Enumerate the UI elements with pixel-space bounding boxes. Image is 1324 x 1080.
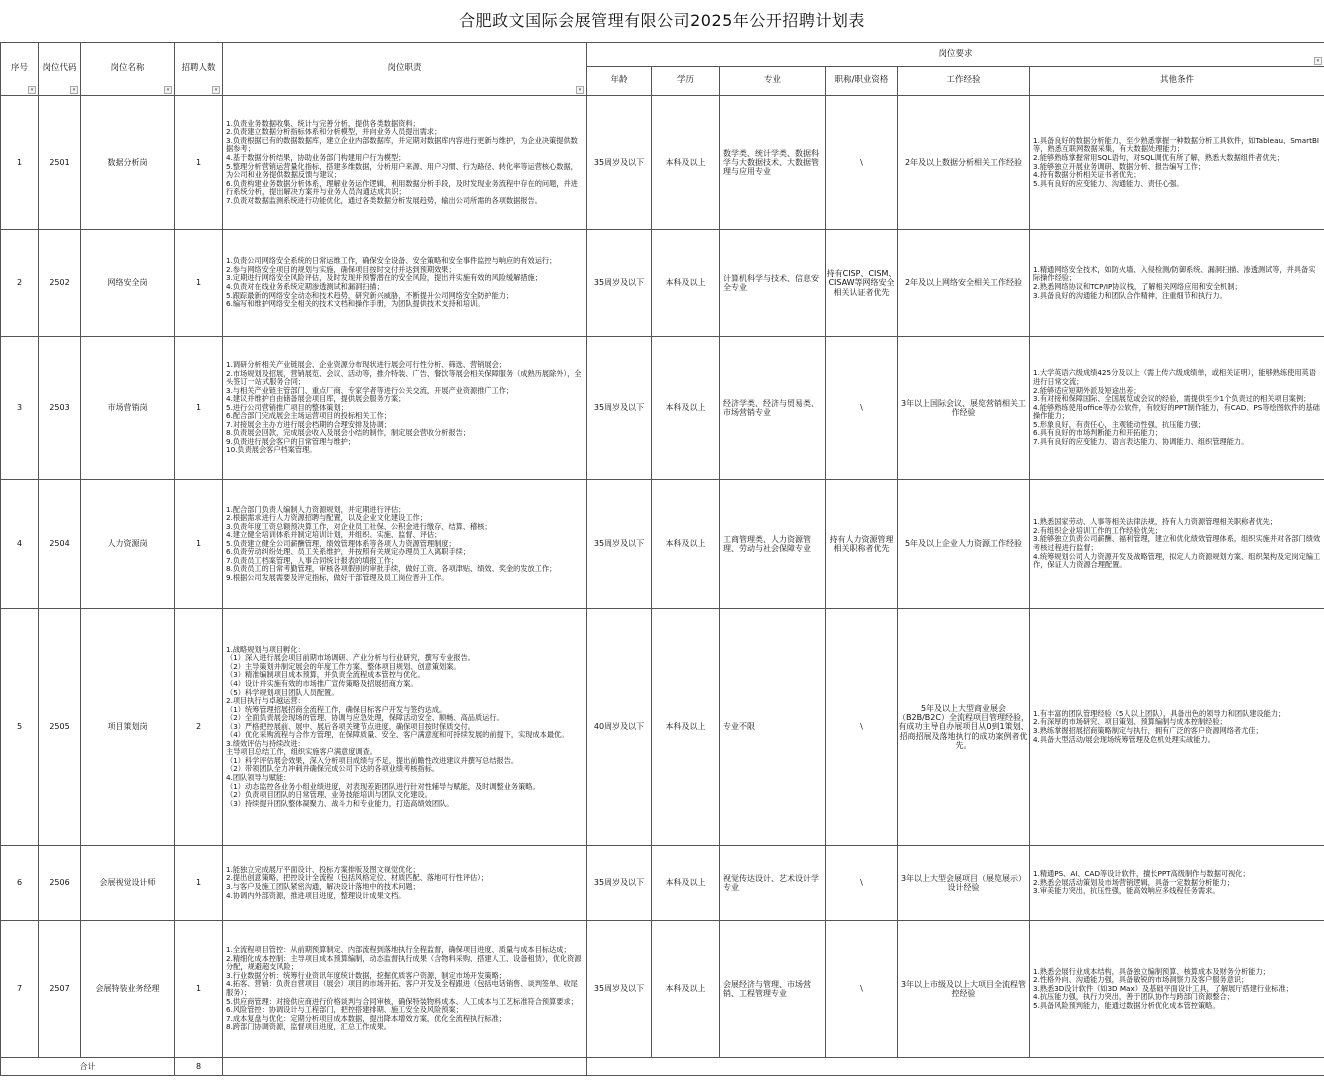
line-item: 3.绩效评估与持续改进： [226, 738, 305, 748]
table-row [1, 230, 1324, 337]
line-item: 7.负责对数据监测系统进行功能优化，通过各类数据分析发展趋势，输出公司所需的各项数据报告。 [226, 195, 542, 205]
line-item: 3.审美能力突出，抗压性强，能高效响应多线程任务需求。 [1033, 886, 1220, 896]
line-item: 6.负责劳动纠纷处理、员工关系维护，并按照有关规定办理员工入离职手续； [226, 547, 471, 557]
line-item: 2.性格外向、沟通能力强，具备敏锐的市场洞察力及客户服务意识； [1033, 975, 1249, 985]
cell-cert: \ [826, 609, 898, 846]
cell-edu: 本科及以上 [652, 921, 720, 1058]
line-item: 2.参与网络安全项目的规划与实施，确保项目按时交付并达到预期效果； [226, 264, 456, 274]
line-item: 4.负责对在线业务系统定期渗透测试和漏洞扫描； [226, 282, 384, 291]
table-row [1, 921, 1324, 1058]
line-item: 3.有对接和保障国际、全国展览或会议的经验，需提供至少1个负责过的相关项目案例； [1033, 394, 1311, 404]
cell-others [1030, 846, 1324, 921]
line-item: 3.与客户及施工团队紧密沟通，解决设计落地中的技术问题； [226, 882, 420, 891]
header-age: 年龄 [587, 67, 652, 96]
line-item: （4）优化采购流程与合作方管理，在保障质量、安全、客户满意度和可持续发展的前提下，实现成本最优。 [226, 730, 569, 740]
page-title: 合肥政文国际会展管理有限公司2025年公开招聘计划表 [459, 11, 865, 30]
cell-name: 人力资源岗 [81, 480, 175, 609]
cell-cert: \ [826, 921, 898, 1058]
line-item: 3.熟悉3D设计软件（如3D Max）及基础平面设计工具，了解展厅搭建行业标准； [1033, 983, 1293, 993]
line-item: 8.跨部门协调资源，监督项目进度，汇总工作成果。 [226, 1022, 391, 1032]
line-item: 4.持有数据分析相关证书者优先； [1033, 170, 1141, 180]
line-item: 3.负责年度工资总额预决算工作，对企业员工社保、公积金进行缴存、结算、稽核； [226, 521, 492, 531]
line-item: 9.根据公司发展需要及评定指标，做好干部管理及员工岗位晋升工作。 [226, 572, 449, 582]
table-body [1, 96, 1324, 1058]
total-value: 8 [175, 1058, 223, 1076]
line-item: 3.与相关产业链主管部门、重点厂商、专家学者等进行公关交流，开展产业资源推广工作； [226, 385, 514, 395]
line-item: 4.协调内外部资源，推进项目进度，整理设计成果文档。 [226, 890, 406, 900]
cell-others [1030, 337, 1324, 480]
cell-code: 2504 [39, 480, 81, 609]
line-item: 5.具有良好的应变能力、沟通能力、责任心强。 [1033, 178, 1184, 188]
filter-dropdown-icon[interactable]: ▾ [28, 86, 36, 94]
line-item: 7.成本复盘与优化：定期分析项目成本数据，提出降本增效方案，优化全流程执行标准； [226, 1013, 506, 1023]
line-item: 1.能独立完成展厅平面设计、投标方案排版及图文视觉优化； [226, 864, 420, 874]
cell-exp: 3年以上国际会议、展览营销相关工作经验 [898, 337, 1030, 480]
line-item: 7.对接展会主办方进行展会档期的合理安排及协调； [226, 419, 391, 429]
total-label: 合计 [1, 1058, 175, 1076]
line-item: 1.熟悉会展行业成本结构，具备独立编制预算、核算成本及财务分析能力； [1033, 966, 1270, 976]
line-item: 1.精通网络安全技术，如防火墙、入侵检测/防御系统、漏洞扫描、渗透测试等，并具备实际操作经验； [1033, 264, 1316, 283]
cell-major: 视觉传达设计、艺术设计学专业 [720, 846, 826, 921]
cell-age: 35周岁及以下 [587, 230, 652, 337]
line-item: 1.熟悉国家劳动、人事等相关法律法规，持有人力资源管理相关职称者优先； [1033, 517, 1278, 527]
line-item: 6.编写和维护网络安全相关的技术文档和操作手册，为团队提供技术支持和培训。 [226, 299, 485, 309]
table-row [1, 846, 1324, 921]
line-item: 6.风险管控：协调设计与工程部门，把控搭建排期、施工安全及风险预案； [226, 1005, 463, 1015]
header-exp: 工作经验 [898, 67, 1030, 96]
line-item: 2.能够熟练掌握常用SQL语句，对SQL调优有所了解，熟悉大数据组件者优先； [1033, 152, 1284, 162]
line-item: 4.建立健全培训体系并制定培训计划，并组织、实施、监督、评估； [226, 530, 442, 540]
cell-count: 1 [175, 846, 223, 921]
cell-code: 2507 [39, 921, 81, 1058]
cell-seq: 4 [1, 480, 39, 609]
line-item: 2.市场规划及招展，营销展览、会议、活动等，推介特装、广告、餐饮等展会相关保障服务（成熟历展除外），全头签订一站式服务合同； [226, 368, 582, 387]
line-item: 5.跟踪最新的网络安全动态和技术趋势，研究新兴威胁，不断提升公司网络安全防护能力； [226, 290, 514, 300]
cell-cert: \ [826, 96, 898, 230]
cell-exp: 5年及以上大型商业展会（B2B/B2C）全流程项目管理经验，有成功主导自办展项目从0到1策划、招商招展及落地执行的成功案例者优先。 [898, 609, 1030, 846]
header-requirements: 岗位要求 ▾ [587, 43, 1324, 67]
line-item: 1.大学英语六级成绩425分及以上（需上传六级成绩单，或相关证明），能够熟练使用英语进行日常交流； [1033, 368, 1316, 386]
line-item: 2.项目执行与卓越运营： [226, 696, 305, 706]
cell-count: 1 [175, 480, 223, 609]
header-count: 招聘人数 ▾ [175, 43, 223, 96]
line-item: 5.形象良好，有责任心，主观能动性强，抗压能力强； [1033, 419, 1206, 429]
cell-duties [223, 230, 587, 337]
header-name: 岗位名称 ▾ [81, 43, 175, 96]
line-item: （1）科学评估展会效果，深入分析项目成绩与不足，提出前瞻性改进建议并撰写总结报告。 [226, 755, 519, 765]
cell-major: 数学类、统计学类、数据科学与大数据技术、大数据管理与应用专业 [720, 96, 826, 230]
line-item: 3.负责根据已有的数据数据库，建立企业内部数据库，并定期对数据库内容进行更新与维护，为企业决策提供数据参考； [226, 135, 578, 154]
filter-dropdown-icon[interactable]: ▾ [164, 86, 172, 94]
cell-seq: 3 [1, 337, 39, 480]
cell-name: 项目策划岗 [81, 609, 175, 846]
cell-count: 1 [175, 921, 223, 1058]
line-item: 2.根据需求进行人力资源招聘与配置，以及企业文化建设工作； [226, 513, 427, 523]
cell-duties [223, 609, 587, 846]
line-item: 主导项目总结工作，组织实施客户满意度调查。 [226, 747, 377, 757]
line-item: 3.行业数据分析：统筹行业资讯年度统计数据，挖掘优质客户资源，制定市场开发策略； [226, 970, 506, 980]
cell-duties [223, 337, 587, 480]
line-item: 2.熟悉网络协议和TCP/IP协议栈，了解相关网络应用和安全机制； [1033, 282, 1242, 291]
line-item: 4.统筹规划公司人力资源开发及战略管理，拟定人力资源规划方案、组织架构及定岗定编工作，保证人力资源合理配置。 [1033, 551, 1321, 570]
line-item: （2）负责项目团队的日常管理、业务技能培训与团队文化建设。 [226, 790, 432, 800]
cell-exp: 3年以上市级及以上大项目全流程管控经验 [898, 921, 1030, 1058]
line-item: （2）全面负责展会现场的管理、协调与应急处理，保障活动安全、顺畅、高品质运行。 [226, 713, 504, 723]
cell-cert: 持有CISP、CISM、CISAW等网络安全相关认证者优先 [826, 230, 898, 337]
line-item: 2.能够适应短期外派及短途出差； [1033, 385, 1141, 395]
line-item: 1.具备良好的数据分析能力，至少熟悉掌握一种数据分析工具软件，如Tableau、SmartBI等，熟悉互联网数据采集，有大数据处理能力； [1033, 135, 1320, 154]
line-item: 2.熟悉会展活动策划及市场营销逻辑，具备一定数据分析能力； [1033, 877, 1234, 887]
cell-others [1030, 921, 1324, 1058]
cell-code: 2503 [39, 337, 81, 480]
line-item: 1.有丰富的团队管理经验（5人以上团队），具备出色的领导力和团队建设能力； [1033, 708, 1286, 718]
cell-name: 会展视觉设计师 [81, 846, 175, 921]
table-row [1, 96, 1324, 230]
line-item: （3）精准编制项目成本预算，并负责全流程成本管控与优化。 [226, 670, 425, 680]
cell-edu: 本科及以上 [652, 846, 720, 921]
recruitment-table [0, 42, 1324, 1076]
filter-dropdown-icon[interactable]: ▾ [212, 86, 220, 94]
line-item: （4）设计并实施有效的市场推广宣传策略及招展招商方案。 [226, 678, 418, 688]
line-item: 5.具备风险预判能力，能通过数据分析优化成本管控策略。 [1033, 1000, 1220, 1010]
line-item: 1.调研分析相关产业链展会、企业资源分布现状进行展会可行性分析、筛选、营销展会； [226, 359, 506, 369]
line-item: 4.基于数据分析结果，协助业务部门构建用户行为模型； [226, 152, 406, 162]
line-item: 2.有组织企业培训工作的工作经验优先； [1033, 525, 1163, 535]
cell-major: 工商管理类、人力资源管理、劳动与社会保障专业 [720, 480, 826, 609]
header-other: 其他条件 [1030, 67, 1324, 96]
cell-name: 市场营销岗 [81, 337, 175, 480]
cell-age: 35周岁及以下 [587, 337, 652, 480]
line-item: 4.拓客、营销：负责自营项目（展会）项目的市场开拓、客户开发及全程跟进（包括电话销售、谈判签单、收尾服务）； [226, 979, 578, 997]
cell-age: 35周岁及以下 [587, 96, 652, 230]
header-seq: 序号 ▾ [1, 43, 39, 96]
line-item: 10.负责展会客户档案管理。 [226, 445, 317, 455]
line-item: 4.团队领导与赋能： [226, 773, 291, 782]
filter-dropdown-icon[interactable]: ▾ [576, 86, 584, 94]
cell-count: 1 [175, 230, 223, 337]
cell-edu: 本科及以上 [652, 230, 720, 337]
cell-age: 35周岁及以下 [587, 921, 652, 1058]
filter-dropdown-icon[interactable]: ▾ [1314, 57, 1322, 65]
line-item: 3.具备良好的沟通能力和团队合作精神，注重细节和执行力。 [1033, 290, 1227, 300]
cell-count: 2 [175, 609, 223, 846]
line-item: 4.建议并维护自由储备展会项目库，提供展会服务方案； [226, 394, 406, 404]
cell-others [1030, 96, 1324, 230]
table-row [1, 337, 1324, 480]
cell-age: 35周岁及以下 [587, 846, 652, 921]
cell-edu: 本科及以上 [652, 480, 720, 609]
cell-exp: 2年及以上数据分析相关工作经验 [898, 96, 1030, 230]
line-item: 9.负责进行展会客户的日常管理与维护； [226, 436, 356, 446]
line-item: 3.熟练掌握招展招商策略制定与执行，拥有广泛的客户资源网络者尤佳； [1033, 726, 1263, 735]
cell-duties [223, 846, 587, 921]
cell-count: 1 [175, 96, 223, 230]
header-duty: 岗位职责 ▾ [223, 43, 587, 96]
cell-major: 会展经济与管理、市场营销、工程管理专业 [720, 921, 826, 1058]
table-row [1, 609, 1324, 846]
line-item: 7.负责员工档案管理，人事合同统计报表的填报工作； [226, 555, 399, 565]
line-item: （1）统筹管理招展招商全流程工作，确保目标客户开发与签约达成。 [226, 704, 447, 714]
cell-edu: 本科及以上 [652, 337, 720, 480]
cell-seq: 7 [1, 921, 39, 1058]
cell-code: 2506 [39, 846, 81, 921]
line-item: 3.定期进行网络安全风险评估，及时发现并预警潜在的安全风险，提出并实施有效的风险缓解措施； [226, 273, 542, 283]
cell-code: 2502 [39, 230, 81, 337]
cell-code: 2505 [39, 609, 81, 846]
line-item: （1）动态监控各业务小组业绩进度，对表现差距团队进行针对性辅导与赋能，及时调整业务策略。 [226, 781, 540, 791]
line-item: （3）严格把控展前、展中、展后各项关键节点进度，确保项目按时保质交付。 [226, 721, 475, 731]
cell-edu: 本科及以上 [652, 609, 720, 846]
cell-exp: 3年以上大型会展项目（展览展示）设计经验 [898, 846, 1030, 921]
line-item: 1.战略规划与项目孵化： [226, 644, 305, 654]
cell-major: 计算机科学与技术、信息安全专业 [720, 230, 826, 337]
line-item: 5.进行公司营销推广项目的整体策划； [226, 402, 348, 412]
table-row [1, 480, 1324, 609]
cell-others [1030, 480, 1324, 609]
cell-name: 会展特装业务经理 [81, 921, 175, 1058]
cell-edu: 本科及以上 [652, 96, 720, 230]
line-item: 6.具有良好的市场判断能力和开拓能力； [1033, 428, 1163, 438]
line-item: 4.抗压能力强，执行力突出，善于团队协作与跨部门资源整合； [1033, 992, 1234, 1002]
cell-others [1030, 609, 1324, 846]
line-item: 2.负责建立数据分析指标体系和分析模型，并向业务人员提出需求； [226, 127, 442, 137]
cell-cert: \ [826, 337, 898, 480]
line-item: 1.负责公司网络安全系统的日常运维工作，确保安全设备、安全策略和安全事件监控与响应的有效运行； [226, 256, 557, 266]
cell-count: 1 [175, 337, 223, 480]
cell-exp: 2年及以上网络安全相关工作经验 [898, 230, 1030, 337]
header-edu: 学历 [652, 67, 720, 96]
cell-seq: 5 [1, 609, 39, 846]
line-item: 1.配合部门负责人编制人力资源规划，并定期进行评估； [226, 504, 406, 514]
cell-others [1030, 230, 1324, 337]
cell-code: 2501 [39, 96, 81, 230]
line-item: （5）科学规划项目团队人员配置。 [226, 687, 339, 697]
cell-age: 40周岁及以下 [587, 609, 652, 846]
line-item: 5.整理分析营销运营量化指标，搭建多维数据，分析用户来源、用户习惯、行为路径、转化率等运营核心数据，为公司和业务提供数据反馈与建议； [226, 161, 578, 180]
line-item: 4.能够熟练使用office等办公软件，有较好的PPT制作能力，有CAD、PS等绘图软件的基础操作能力； [1033, 402, 1320, 421]
line-item: 8.负责展会回款，完成展会收入及展会小结的制作，制定展会营收分析报告； [226, 428, 471, 438]
cell-cert: 持有人力资源管理相关职称者优先 [826, 480, 898, 609]
cell-name: 网络安全岗 [81, 230, 175, 337]
line-item: （2）主导策划并制定展会的年度工作方案、整体项目规划、创意策划案。 [226, 661, 461, 671]
line-item: 3.能够独立开展业务调研、数据分析、报告编写工作； [1033, 161, 1206, 171]
line-item: 2.提出创意策略，把控设计全流程（包括风格定位、材质匹配、落地可行性评估）； [226, 873, 489, 883]
cell-duties [223, 921, 587, 1058]
line-item: （2）带领团队全力冲刺并确保完成公司下达的各项业绩考核指标。 [226, 764, 440, 774]
filter-dropdown-icon[interactable]: ▾ [70, 86, 78, 94]
cell-seq: 2 [1, 230, 39, 337]
line-item: 1.精通PS、AI、CAD等设计软件，擅长PPT高级制作与数据可视化； [1033, 869, 1250, 879]
line-item: 8.负责员工的日常考勤管理，审核各项假别的审批手续，做好工资、各项津贴、绩效、奖金的发放工作； [226, 564, 557, 574]
cell-name: 数据分析岗 [81, 96, 175, 230]
line-item: 1.全流程项目管控：从前期预算制定、内部流程到落地执行全程监督，确保项目进度、质量与成本目标达成； [226, 945, 571, 955]
cell-cert: \ [826, 846, 898, 921]
cell-major: 专业不限 [720, 609, 826, 846]
line-item: 5.负责建立健全公司薪酬管理，绩效管理体系等各项人力资源管理制度； [226, 538, 456, 548]
cell-duties [223, 96, 587, 230]
line-item: （3）持续提升团队整体凝聚力、战斗力和专业能力，打造高绩效团队。 [226, 798, 454, 808]
line-item: 5.供应商管理：对接供应商进行价格谈判与合同审核，确保特装物料成本、人工成本与工艺标准符合预算要求； [226, 996, 578, 1006]
cell-major: 经济学类、经济与贸易类、市场营销专业 [720, 337, 826, 480]
line-item: 1.负责业务数据收集、统计与完善分析，提供各类数据资料； [226, 118, 420, 128]
line-item: 2.有深厚的市场研究、项目策划、预算编制与成本控制经验； [1033, 717, 1227, 727]
line-item: （1）深入进行展会项目前期市场调研、产业分析与行业研究，撰写专业报告。 [226, 653, 475, 663]
line-item: 7.具有良好的应变能力、语言表达能力、协调能力、组织管理能力。 [1033, 437, 1249, 447]
cell-age: 35周岁及以下 [587, 480, 652, 609]
line-item: 6.配合部门完成展会主场运营项目的投标相关工作； [226, 411, 391, 421]
line-item: 3.能够独立负责公司薪酬、福利管理，建立和优化绩效管理体系，组织实施并对各部门绩效考核过程进行监督； [1033, 534, 1321, 552]
cell-seq: 6 [1, 846, 39, 921]
cell-duties [223, 480, 587, 609]
line-item: 6.负责构建业务数据分析体系，理解业务运作逻辑，利用数据分析手段，及时发现业务流程中存在的问题，并进行系统分析，提出解决方案并与业务人员沟通达成共识； [226, 178, 578, 197]
line-item: 2.精细化成本控制：主导项目成本预算编制，动态监督执行成果（含物料采购、搭建人工、设备租赁），优化资源分配，规避超支风险； [226, 953, 582, 972]
header-major: 专业 [720, 67, 826, 96]
header-cert: 职称/职业资格 [826, 67, 898, 96]
cell-seq: 1 [1, 96, 39, 230]
cell-exp: 5年及以上企业人力资源工作经验 [898, 480, 1030, 609]
header-code: 岗位代码 ▾ [39, 43, 81, 96]
line-item: 4.具备大型活动/展会现场统筹管理及危机处理实战能力。 [1033, 734, 1215, 744]
